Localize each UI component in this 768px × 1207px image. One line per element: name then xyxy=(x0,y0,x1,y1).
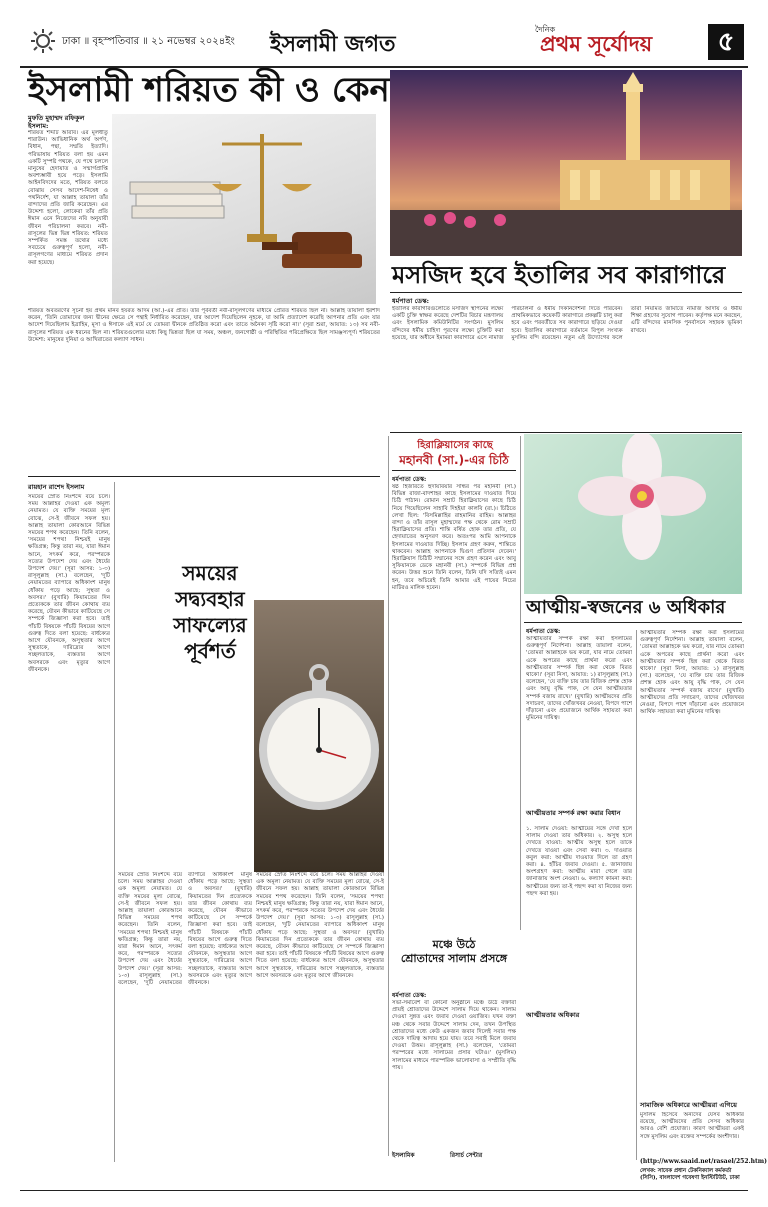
article5-rights: ১. সালাম দেওয়া: আত্মীয়ের সঙ্গে দেখা হলে সালাম দেওয়া তার অধিকার। ২. অসুস্থ হলে দেখতে যাওয়া: আত্মীয় অসুস্থ হলে তাকে দেখতে যাওয়া এবং সেবা করা। ৩. দাওয়াত কবুল করা: আত্মীয় দাওয়াত দিলে তা গ্রহণ করা। ৪. হাঁচির জবাব দেওয়া। ৫. জানাজায় অংশগ্রহণ করা: আত্মীয় মারা গেলে তার জানাজায় অংশ নেওয়া। ৬. কল্যাণ কামনা করা: আত্মীয়ের জন্য তা-ই পছন্দ করা যা নিজের জন্য পছন্দ করা হয়। xyxy=(526,826,632,897)
article5-footer-body: মুসলিম হিসেবে অন্যদের যেসব অধিকার রয়েছে, আত্মীয়দের প্রতি সেসব অধিকার আরও বেশি প্রযোজ্য। কারণ আত্মীয়রা একই সঙ্গে মুসলিম এবং রক্তের সম্পর্কের অংশীদার। xyxy=(640,1112,744,1140)
article6-body: সভা-সমাবেশ বা কোনো অনুষ্ঠানে মঞ্চে উঠে বক্তারা প্রায়ই শ্রোতাদের উদ্দেশে সালাম দিয়ে থাকেন। সালাম দেওয়া সুন্নত এবং জবাব দেওয়া ওয়াজিব। যখন বক্তা মঞ্চ থেকে সবার উদ্দেশে সালাম দেন, তখন উপস্থিত শ্রোতাদের মধ্যে কেউ একজন জবাব দিলেই সবার পক্ষ থেকে দায়িত্ব আদায় হয়ে যায়। তবে সবাই মিলে জবাব দেওয়া উত্তম। রাসূলুল্লাহ (সা.) বলেছেন, 'তোমরা পরস্পরের মধ্যে সালামের প্রসার ঘটাও।' (মুসলিম) সালামের মাধ্যমে পারস্পরিক ভালোবাসা ও সম্প্রীতি বৃদ্ধি পায়। xyxy=(392,1000,516,1071)
article2-byline: ধর্মপাতা ডেস্ক: xyxy=(392,297,430,305)
article5-headline: আত্মীয়-স্বজনের ৬ অধিকার xyxy=(526,597,726,618)
article5-subhead1: আত্মীয়তার সম্পর্ক রক্ষা করার বিধান xyxy=(526,809,621,817)
article3-body: ষষ্ঠ হিজরিতে হুদায়বিয়ার সন্ধির পর মহানবী (সা.) বিভিন্ন রাজা-বাদশাহর কাছে ইসলামের দাওয়াত দিয়ে চিঠি পাঠান। রোমান সম্রাট হিরাক্লিয়াসের কাছে চিঠি নিয়ে গিয়েছিলেন সাহাবি দিহইয়া কালবি (রা.)। চিঠিতে লেখা ছিল: 'বিসমিল্লাহির রাহমানির রাহিম। আল্লাহর বান্দা ও তাঁর রাসূল মুহাম্মদের পক্ষ থেকে রোম সম্রাট হিরাক্লিয়াসের প্রতি। শান্তি বর্ষিত হোক তার প্রতি, যে হেদায়াতের অনুসরণ করে। অতঃপর আমি আপনাকে ইসলামের দাওয়াত দিচ্ছি। ইসলাম গ্রহণ করুন, শান্তিতে থাকবেন। আল্লাহ আপনাকে দ্বিগুণ প্রতিদান দেবেন।' হিরাক্লিয়াস চিঠিটি সম্মানের সঙ্গে গ্রহণ করেন এবং আবু সুফিয়ানকে ডেকে মহানবী (সা.) সম্পর্কে বিভিন্ন প্রশ্ন করেন। উত্তর শুনে তিনি বলেন, তিনি যদি সত্যিই এমন হন, তবে অচিরেই তিনি আমার এই পায়ের নিচের মাটিরও মালিক হবেন। xyxy=(392,484,516,591)
article5-byline: ধর্মপাতা ডেস্ক: xyxy=(526,628,561,635)
mosque-image xyxy=(390,70,742,256)
flower-icon xyxy=(578,434,706,560)
article4-byline: রায়হান রাশেদ ইসলাম xyxy=(28,483,85,491)
divider xyxy=(28,476,380,477)
article1-body2: শরিয়ত অবতরণের সূচনা হয় প্রথম মানব হযরত আদম (আ.)-এর প্রতি। তাঁর পূর্ববর্তী নবী-রাসূলগণের মাধ্যমে প্রেরিত শরিয়ত ছিল না। আল্লাহ তায়ালা ইরশাদ করেন, 'তিনি তোমাদের জন্য দ্বীনের ক্ষেত্রে সে পন্থাই নির্ধারিত করেছেন, যার আদেশ দিয়েছিলেন নূহকে, যা আমি প্রত্যাদেশ করেছি আপনার প্রতি এবং যার আদেশ দিয়েছিলাম ইব্রাহিম, মূসা ও ঈসাকে এই মর্মে যে তোমরা দ্বীনকে প্রতিষ্ঠিত করো এবং তাতে অনৈক্য সৃষ্টি করো না।' (সূরা শুরা, আয়াত: ১৩) সব নবী-রাসূলের শরিয়ত এক ধরনের ছিল না। শরিয়তগুলোর মধ্যে কিছু ভিন্নতা ছিল যা সময়, অঞ্চল, জনগোষ্ঠী ও পরিস্থিতির পরিপ্রেক্ষিতে ছিল সামঞ্জস্যপূর্ণ। শরিয়তের উদ্দেশ্য: মানুষের দুনিয়া ও আখিরাতের কল্যাণ সাধন। xyxy=(28,308,380,343)
date-line: ঢাকা ॥ বৃহস্পতিবার ॥ ২১ নভেম্বর ২০২৪ইং xyxy=(62,36,235,47)
article5-body-right: আত্মীয়তার সম্পর্ক রক্ষা করা ইসলামের গুরুত্বপূর্ণ নির্দেশনা। আল্লাহ তায়ালা বলেন, 'তোমরা আল্লাহকে ভয় করো, যার নামে তোমরা একে অপরের কাছে প্রার্থনা করো এবং আত্মীয়তার সম্পর্ক ছিন্ন করা থেকে বিরত থাকো।' (সূরা নিসা, আয়াত: ১) রাসূলুল্লাহ (সা.) বলেছেন, 'যে ব্যক্তি চায় তার রিজিক প্রশস্ত হোক এবং আয়ু বৃদ্ধি পাক, সে যেন আত্মীয়তার সম্পর্ক বজায় রাখে।' (বুখারি) আত্মীয়দের প্রতি সদাচরণ, তাদের খোঁজখবর নেওয়া, বিপদে পাশে দাঁড়ানো এবং প্রয়োজনে আর্থিক সহায়তা করা মুমিনের দায়িত্ব। xyxy=(640,630,744,716)
divider xyxy=(390,292,742,293)
article2-headline: মসজিদ হবে ইতালির সব কারাগারে xyxy=(392,261,726,289)
page-number: ৫ xyxy=(708,24,744,60)
divider xyxy=(392,470,516,471)
article5-subhead2: আত্মীয়তার অধিকার xyxy=(526,1011,580,1019)
article6-headline-big: শ্রোতাদের সালাম প্রসঙ্গে xyxy=(400,952,508,965)
article6-footer-right: রিসার্চ সেন্টার xyxy=(450,1152,483,1159)
article4-body: সময়ের স্রোত নিঃশব্দে বয়ে চলে। সময় আল্লাহর দেওয়া এক অমূল্য নেয়ামত। যে ব্যক্তি সময়ের মূল্য বোঝে, সে-ই জীবনে সফল হয়। আল্লাহ তায়ালা কোরআনে বিভিন্ন সময়ের শপথ করেছেন। তিনি বলেন, 'সময়ের শপথ! নিশ্চয়ই মানুষ ক্ষতিগ্রস্ত; কিন্তু তারা নয়, যারা ঈমান আনে, সৎকর্ম করে, পরস্পরকে সত্যের উপদেশ দেয় এবং ধৈর্যের উপদেশ দেয়।' (সূরা আসর: ১-৩) রাসূলুল্লাহ (সা.) বলেছেন, 'দুটি নেয়ামতের ব্যাপারে অধিকাংশ মানুষ ধোঁকায় পড়ে আছে: সুস্থতা ও অবসর।' (বুখারি) কিয়ামতের দিন প্রত্যেককে তার জীবন কোথায় ব্যয় করেছে, যৌবন কীভাবে কাটিয়েছে সে সম্পর্কে জিজ্ঞাসা করা হবে। তাই পাঁচটি বিষয়কে পাঁচটি বিষয়ের আগে গুরুত্ব দিতে বলা হয়েছে: বার্ধক্যের আগে যৌবনকে, অসুস্থতার আগে সুস্থতাকে, দারিদ্র্যের আগে সচ্ছলতাকে, ব্যস্ততার আগে অবসরকে এবং মৃত্যুর আগে জীবনকে। xyxy=(28,494,110,673)
article1-body: শরিয়ত শব্দটি আরবি। এর মূলধাতু শারাউন। আভিধানিক অর্থ অর্পণ, বিধান, পন্থা, সম্মতি ইত্যাদি। পরিভাষায় শরিয়ত বলা হয় এমন একটি সুস্পষ্ট পথকে, যে পথে চললে মানুষের হেদায়াত ও সন্মার্গপ্রাপ্তি অবশ্যম্ভাবী হয়ে পড়ে। ইসলামি আইনবিদদের মতে, শরিয়ত বলতে বোঝায় সেসব আদেশ-নিষেধ ও পথনির্দেশ, যা আল্লাহ তায়ালা তাঁর বান্দাদের প্রতি জারি করেছেন। এর উদ্দেশ্য হলো, লোকেরা তাঁর প্রতি ঈমান এনে নিজেদের নবি অনুযায়ী জীবন পরিচালনা করবে। নবী-রাসূলের ভিন্ন ভিন্ন শরিয়ত: শরিয়ত সম্পর্কিত সমস্ত তথ্যের মধ্যে সবচেয়ে গুরুত্বপূর্ণ হলো, নবী-রাসূলগণের মাধ্যমে শরিয়ত প্রদান করা হয়েছে। xyxy=(28,130,108,266)
article1-byline: মুফতি মুহাম্মদ রফিকুল ইসলাম: xyxy=(28,114,85,130)
article3-byline: ধর্মপাতা ডেস্ক: xyxy=(392,476,427,483)
paper-name: প্রথম সূর্যোদয় xyxy=(540,32,653,56)
column-rule xyxy=(114,482,115,1162)
article5-link[interactable]: (http://www.saaid.net/rasael/252.htm) xyxy=(640,1158,767,1165)
article1-image xyxy=(112,114,376,304)
article6-byline: ধর্মপাতা ডেস্ক: xyxy=(392,992,427,999)
article6-headline-small: মঞ্চে উঠে xyxy=(432,938,476,951)
article6-footer-left: ইসলামিক xyxy=(392,1152,415,1159)
stopwatch-image xyxy=(254,600,384,872)
article5-body: আত্মীয়তার সম্পর্ক রক্ষা করা ইসলামের গুরুত্বপূর্ণ নির্দেশনা। আল্লাহ তায়ালা বলেন, 'তোমরা আল্লাহকে ভয় করো, যার নামে তোমরা একে অপরের কাছে প্রার্থনা করো এবং আত্মীয়তার সম্পর্ক ছিন্ন করা থেকে বিরত থাকো।' (সূরা নিসা, আয়াত: ১) রাসূলুল্লাহ (সা.) বলেছেন, 'যে ব্যক্তি চায় তার রিজিক প্রশস্ত হোক এবং আয়ু বৃদ্ধি পাক, সে যেন আত্মীয়তার সম্পর্ক বজায় রাখে।' (বুখারি) আত্মীয়দের প্রতি সদাচরণ, তাদের খোঁজখবর নেওয়া, বিপদে পাশে দাঁড়ানো এবং প্রয়োজনে আর্থিক সহায়তা করা মুমিনের দায়িত্ব। xyxy=(526,636,632,722)
stopwatch-icon xyxy=(263,666,375,806)
divider xyxy=(390,432,742,433)
column-rule xyxy=(520,436,521,930)
article2-body: ইতালির কারাগারগুলোতে মসজিদ স্থাপনের লক্ষ্যে একটি চুক্তি স্বাক্ষর করেছে দেশটির বিচার মন্ত্রণালয় এবং ইসলামিক কমিউনিটির সংগঠন। মুসলিম বন্দিদের ধর্মীয় চাহিদা পূরণের লক্ষ্যে চুক্তিটি করা হয়েছে, যার অধীনে ইমামরা কারাগারে এসে নামাজ পরিচালনা ও ধর্মীয় দিকনির্দেশনা দিতে পারবেন। প্রাথমিকভাবে কয়েকটি কারাগারে প্রকল্পটি চালু করা হবে এবং পরবর্তীতে সব কারাগারে ছড়িয়ে দেওয়া হবে। ইতালির কারাগারে বর্তমানে বিপুল সংখ্যক মুসলিম বন্দি রয়েছেন। নতুন এই উদ্যোগের ফলে তাঁরা নিয়মিত জামাতে নামাজ আদায় ও ধর্মীয় শিক্ষা গ্রহণের সুযোগ পাবেন। কর্তৃপক্ষ মনে করছেন, এটি বন্দিদের মানসিক পুনর্বাসনে সহায়ক ভূমিকা রাখবে। xyxy=(392,306,742,341)
article1-headline: ইসলামী শরিয়ত কী ও কেন xyxy=(28,70,390,110)
column-rule xyxy=(388,436,389,1156)
article4-headline xyxy=(170,560,250,664)
article3-headline-big: মহানবী (সা.)-এর চিঠি xyxy=(399,453,509,467)
masthead xyxy=(0,0,768,66)
article4-body-col2: সময়ের স্রোত নিঃশব্দে বয়ে চলে। সময় আল্লাহর দেওয়া এক অমূল্য নেয়ামত। যে ব্যক্তি সময়ের মূল্য বোঝে, সে-ই জীবনে সফল হয়। আল্লাহ তায়ালা কোরআনে বিভিন্ন সময়ের শপথ করেছেন। তিনি বলেন, 'সময়ের শপথ! নিশ্চয়ই মানুষ ক্ষতিগ্রস্ত; কিন্তু তারা নয়, যারা ঈমান আনে, সৎকর্ম করে, পরস্পরকে সত্যের উপদেশ দেয় এবং ধৈর্যের উপদেশ দেয়।' (সূরা আসর: ১-৩) রাসূলুল্লাহ (সা.) বলেছেন, 'দুটি নেয়ামতের ব্যাপারে অধিকাংশ মানুষ ধোঁকায় পড়ে আছে: সুস্থতা ও অবসর।' (বুখারি) কিয়ামতের দিন প্রত্যেককে তার জীবন কোথায় ব্যয় করেছে, যৌবন কীভাবে কাটিয়েছে সে সম্পর্কে জিজ্ঞাসা করা হবে। তাই পাঁচটি বিষয়কে পাঁচটি বিষয়ের আগে গুরুত্ব দিতে বলা হয়েছে: বার্ধক্যের আগে যৌবনকে, অসুস্থতার আগে সুস্থতাকে, দারিদ্র্যের আগে সচ্ছলতাকে, ব্যস্ততার আগে অবসরকে এবং মৃত্যুর আগে জীবনকে। xyxy=(118,872,252,987)
article3-headline-small: হিরাক্লিয়াসের কাছে xyxy=(417,440,493,451)
article5-footer-subhead: সামাজিক অধিকারে আত্মীয়রা এগিয়ে xyxy=(640,1101,737,1109)
divider xyxy=(524,622,742,623)
books-icon xyxy=(130,182,224,218)
sun-logo-icon xyxy=(30,28,56,54)
article4-headline-line2: সদ্ব্যবহার xyxy=(175,587,245,611)
scales-of-justice-icon xyxy=(212,134,312,242)
article5-source: লেখক: সাবেক প্রধান টেকনিক্যাল কর্মকর্তা (সিসি), বাংলাদেশ গবেষণা ইনস্টিটিউট, ঢাকা xyxy=(640,1168,740,1181)
article4-headline-line1: সময়ের xyxy=(182,561,238,585)
paper-prefix: দৈনিক xyxy=(535,25,556,34)
article4-headline-line3: সাফল্যের xyxy=(173,613,247,637)
section-title: ইসলামী জগত xyxy=(270,32,396,57)
article4-headline-line4: পূর্বশর্ত xyxy=(184,639,236,663)
bottom-rule xyxy=(20,1190,748,1191)
flower-image xyxy=(524,434,742,594)
article4-body-col3: সময়ের স্রোত নিঃশব্দে বয়ে চলে। সময় আল্লাহর দেওয়া এক অমূল্য নেয়ামত। যে ব্যক্তি সময়ের মূল্য বোঝে, সে-ই জীবনে সফল হয়। আল্লাহ তায়ালা কোরআনে বিভিন্ন সময়ের শপথ করেছেন। তিনি বলেন, 'সময়ের শপথ! নিশ্চয়ই মানুষ ক্ষতিগ্রস্ত; কিন্তু তারা নয়, যারা ঈমান আনে, সৎকর্ম করে, পরস্পরকে সত্যের উপদেশ দেয় এবং ধৈর্যের উপদেশ দেয়।' (সূরা আসর: ১-৩) রাসূলুল্লাহ (সা.) বলেছেন, 'দুটি নেয়ামতের ব্যাপারে অধিকাংশ মানুষ ধোঁকায় পড়ে আছে: সুস্থতা ও অবসর।' (বুখারি) কিয়ামতের দিন প্রত্যেককে তার জীবন কোথায় ব্যয় করেছে, যৌবন কীভাবে কাটিয়েছে সে সম্পর্কে জিজ্ঞাসা করা হবে। তাই পাঁচটি বিষয়কে পাঁচটি বিষয়ের আগে গুরুত্ব দিতে বলা হয়েছে: বার্ধক্যের আগে যৌবনকে, অসুস্থতার আগে সুস্থতাকে, দারিদ্র্যের আগে সচ্ছলতাকে, ব্যস্ততার আগে অবসরকে এবং মৃত্যুর আগে জীবনকে। xyxy=(256,872,384,979)
column-rule xyxy=(636,630,637,1160)
